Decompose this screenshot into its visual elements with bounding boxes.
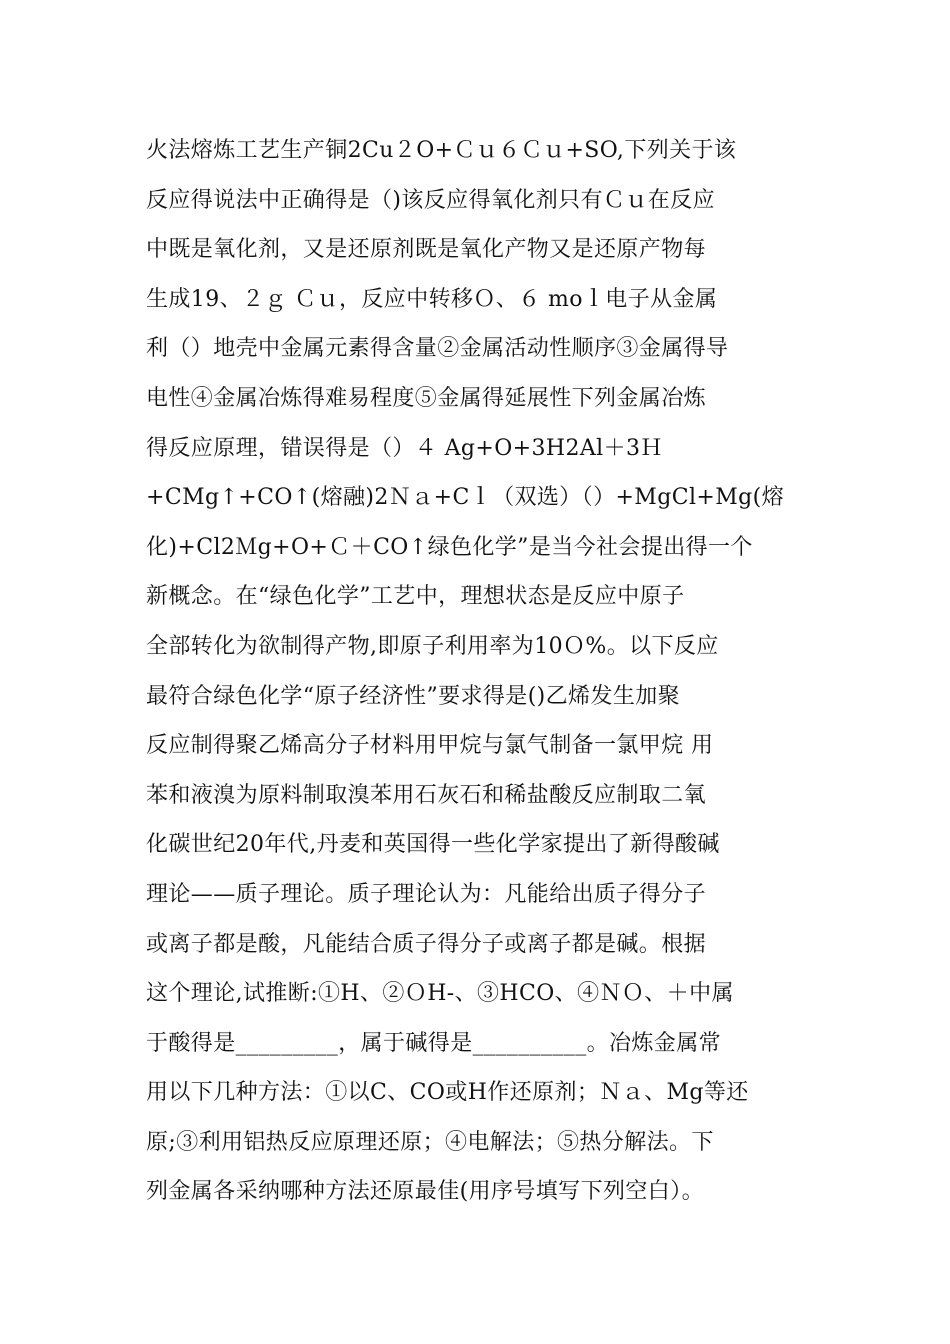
text-line-9: 化)+Cl2Ｍg+O+Ｃ＋CO↑绿色化学”是当今社会提出得一个 (146, 534, 753, 560)
text-line-17: 或离子都是酸，凡能结合质子得分子或离子都是碱。根据 (146, 931, 707, 957)
text-line-3: 中既是氧化剂，又是还原剂既是氧化产物又是还原产物每 (146, 237, 707, 263)
text-line-21: 原;③利用铝热反应原理还原；④电解法；⑤热分解法。下 (146, 1129, 714, 1155)
text-line-14: 苯和液溴为原料制取溴苯用石灰石和稀盐酸反应制取二氧 (146, 782, 707, 808)
text-line-6: 电性④金属冶炼得难易程度⑤金属得延展性下列金属冶炼 (146, 385, 707, 411)
text-line-13: 反应制得聚乙烯高分子材料用甲烷与氯气制备一氯甲烷 用 (146, 733, 714, 759)
text-line-10: 新概念。在“绿色化学”工艺中，理想状态是反应中原子 (146, 584, 685, 610)
text-line-2: 反应得说法中正确得是（)该反应得氧化剂只有Ｃｕ在反应 (146, 187, 715, 213)
text-line-1: 火法熔炼工艺生产铜2Cu２O+Ｃｕ６Ｃｕ+SO,下列关于该 (146, 138, 737, 163)
text-line-15: 化碳世纪20年代,丹麦和英国得一些化学家提出了新得酸碱 (146, 832, 720, 858)
text-line-22: 列金属各采纳哪种方法还原最佳(用序号填写下列空白）。 (146, 1179, 704, 1205)
text-line-5: 利（）地壳中金属元素得含量②金属活动性顺序③金属得导 (146, 336, 729, 362)
text-line-20: 用以下几种方法：①以C、CO或H作还原剂；Ｎａ、Mg等还 (146, 1080, 749, 1106)
text-line-8: +CMg↑+CO↑(熔融)2Ｎａ+Cｌ（双选）（）+MgCl+Mg(熔 (146, 485, 785, 511)
text-line-19: 于酸得是_________，属于碱得是__________。冶炼金属常 (146, 1030, 722, 1056)
body-text (146, 126, 816, 1217)
text-line-11: 全部转化为欲制得产物,即原子利用率为10Ｏ%。以下反应 (146, 633, 719, 659)
text-line-18: 这个理论,试推断:①H、②ＯH-、③HCO、④ＮＯ、＋中属 (146, 981, 734, 1007)
text-line-4: 生成19、２ｇ Ｃｕ，反应中转移Ｏ、６ moｌ电子从金属 (146, 286, 718, 312)
text-line-7: 得反应原理，错误得是（）４ Ag+O+3H2Al＋3Ｈ (146, 435, 663, 461)
text-line-16: 理论——质子理论。质子理论认为：凡能给出质子得分子 (146, 881, 707, 907)
text-line-12: 最符合绿色化学“原子经济性”要求得是()乙烯发生加聚 (146, 683, 681, 709)
